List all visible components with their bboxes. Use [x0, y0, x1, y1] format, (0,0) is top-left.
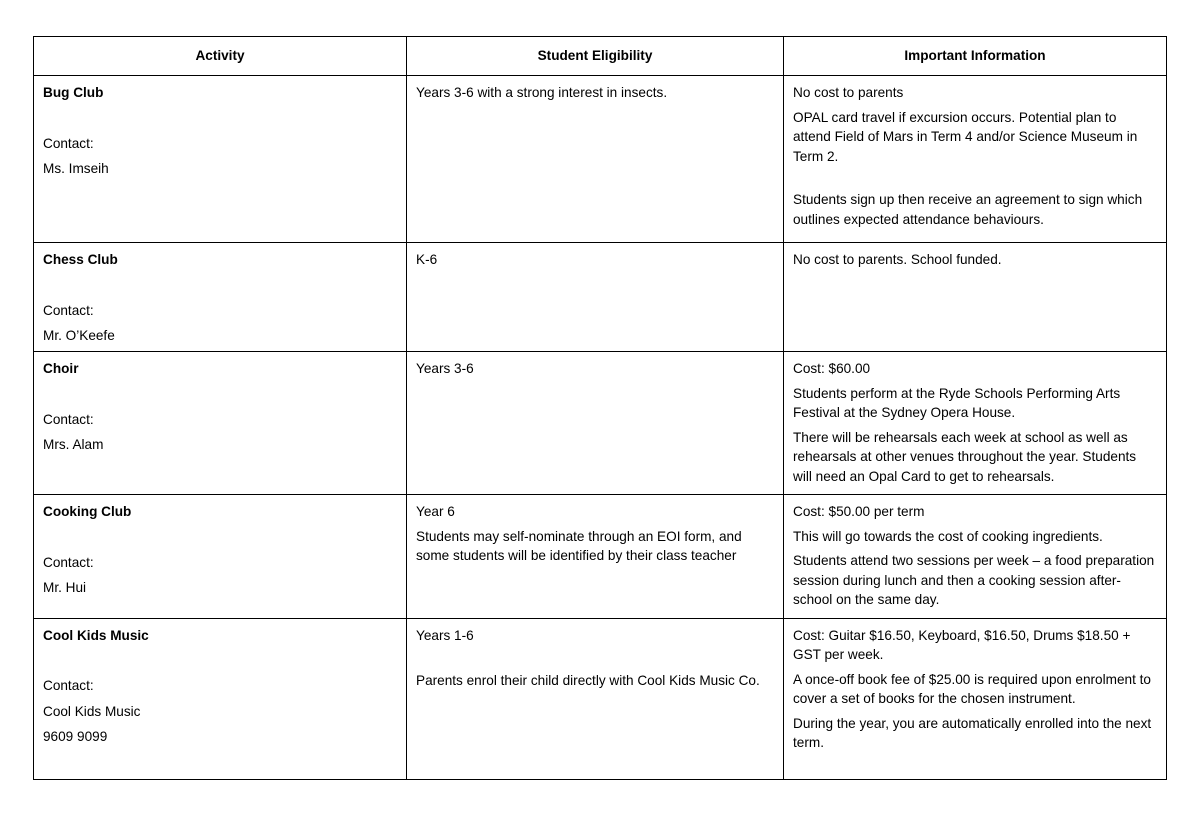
contact-label: Contact: — [43, 678, 94, 693]
info-text: Students sign up then receive an agreement to sign which outlines expected attendance behaviours. — [793, 192, 1143, 227]
eligibility-text: K-6 — [416, 252, 438, 267]
contact-name: Mrs. Alam — [43, 437, 104, 452]
contact-label: Contact: — [43, 554, 94, 570]
info-text: This will go towards the cost of cooking ingredients. — [793, 528, 1103, 544]
header-row — [34, 37, 1167, 76]
activity-cell — [34, 495, 407, 619]
eligibility-cell — [407, 243, 784, 352]
info-text: Cost: $50.00 per term — [793, 504, 925, 519]
activity-cell — [34, 352, 407, 495]
info-cell — [784, 495, 1167, 619]
eligibility-cell — [407, 495, 784, 619]
table-row — [34, 352, 1167, 495]
activity-name: Choir — [43, 361, 79, 376]
activity-name: Cooking Club — [43, 504, 132, 519]
info-text: Cost: $60.00 — [793, 361, 871, 376]
contact-name: Ms. Imseih — [43, 161, 109, 176]
table-row — [34, 495, 1167, 619]
info-text: OPAL card travel if excursion occurs. Potential plan to attend Field of Mars in Term 4 and/or Science Museum in Term 2. — [793, 109, 1138, 164]
contact-label: Contact: — [43, 411, 94, 427]
info-cell — [784, 618, 1167, 779]
table-row — [34, 76, 1167, 243]
contact-label: Contact: — [43, 302, 94, 318]
info-text: Students perform at the Ryde Schools Performing Arts Festival at the Sydney Opera House. — [793, 385, 1121, 420]
eligibility-text: Years 3-6 with a strong interest in insects. — [416, 85, 668, 100]
activity-cell — [34, 76, 407, 243]
table-row — [34, 243, 1167, 352]
info-text: No cost to parents. School funded. — [793, 252, 1002, 267]
eligibility-cell — [407, 352, 784, 495]
info-text: A once-off book fee of $25.00 is required upon enrolment to cover a set of books for the chosen instrument. — [793, 671, 1151, 706]
header-activity: Activity — [34, 37, 407, 76]
header-important-information: Important Information — [784, 37, 1167, 76]
activity-name: Bug Club — [43, 85, 104, 100]
eligibility-text: Parents enrol their child directly with Cool Kids Music Co. — [416, 673, 760, 688]
contact-name: Cool Kids Music — [43, 703, 141, 719]
eligibility-text: Years 1-6 — [416, 627, 474, 643]
contact-name: Mr. Hui — [43, 580, 87, 595]
info-text: Cost: Guitar $16.50, Keyboard, $16.50, Drums $18.50 + GST per week. — [793, 627, 1131, 662]
activity-cell — [34, 618, 407, 779]
header-student-eligibility: Student Eligibility — [407, 37, 784, 76]
activity-name: Chess Club — [43, 252, 118, 267]
activities-table — [33, 36, 1167, 780]
info-text: No cost to parents — [793, 85, 904, 100]
info-text: During the year, you are automatically enrolled into the next term. — [793, 715, 1152, 750]
contact-name: Mr. O’Keefe — [43, 328, 115, 343]
info-cell — [784, 243, 1167, 352]
eligibility-text: Students may self-nominate through an EOI form, and some students will be identified by their class teacher — [416, 528, 742, 563]
table-row — [34, 618, 1167, 779]
eligibility-text: Years 3-6 — [416, 361, 474, 376]
info-text: Students attend two sessions per week – a food preparation session during lunch and then a cooking session after-school on the same day. — [793, 553, 1155, 607]
eligibility-cell — [407, 618, 784, 779]
eligibility-text: Year 6 — [416, 504, 455, 519]
eligibility-cell — [407, 76, 784, 243]
info-cell — [784, 352, 1167, 495]
contact-phone: 9609 9099 — [43, 729, 108, 744]
activity-cell — [34, 243, 407, 352]
info-cell — [784, 76, 1167, 243]
activity-name: Cool Kids Music — [43, 627, 149, 643]
contact-label: Contact: — [43, 135, 94, 151]
info-text: There will be rehearsals each week at school as well as rehearsals at other venues throughout the year. Students will need an Opal Card to get to rehearsals. — [793, 429, 1137, 484]
